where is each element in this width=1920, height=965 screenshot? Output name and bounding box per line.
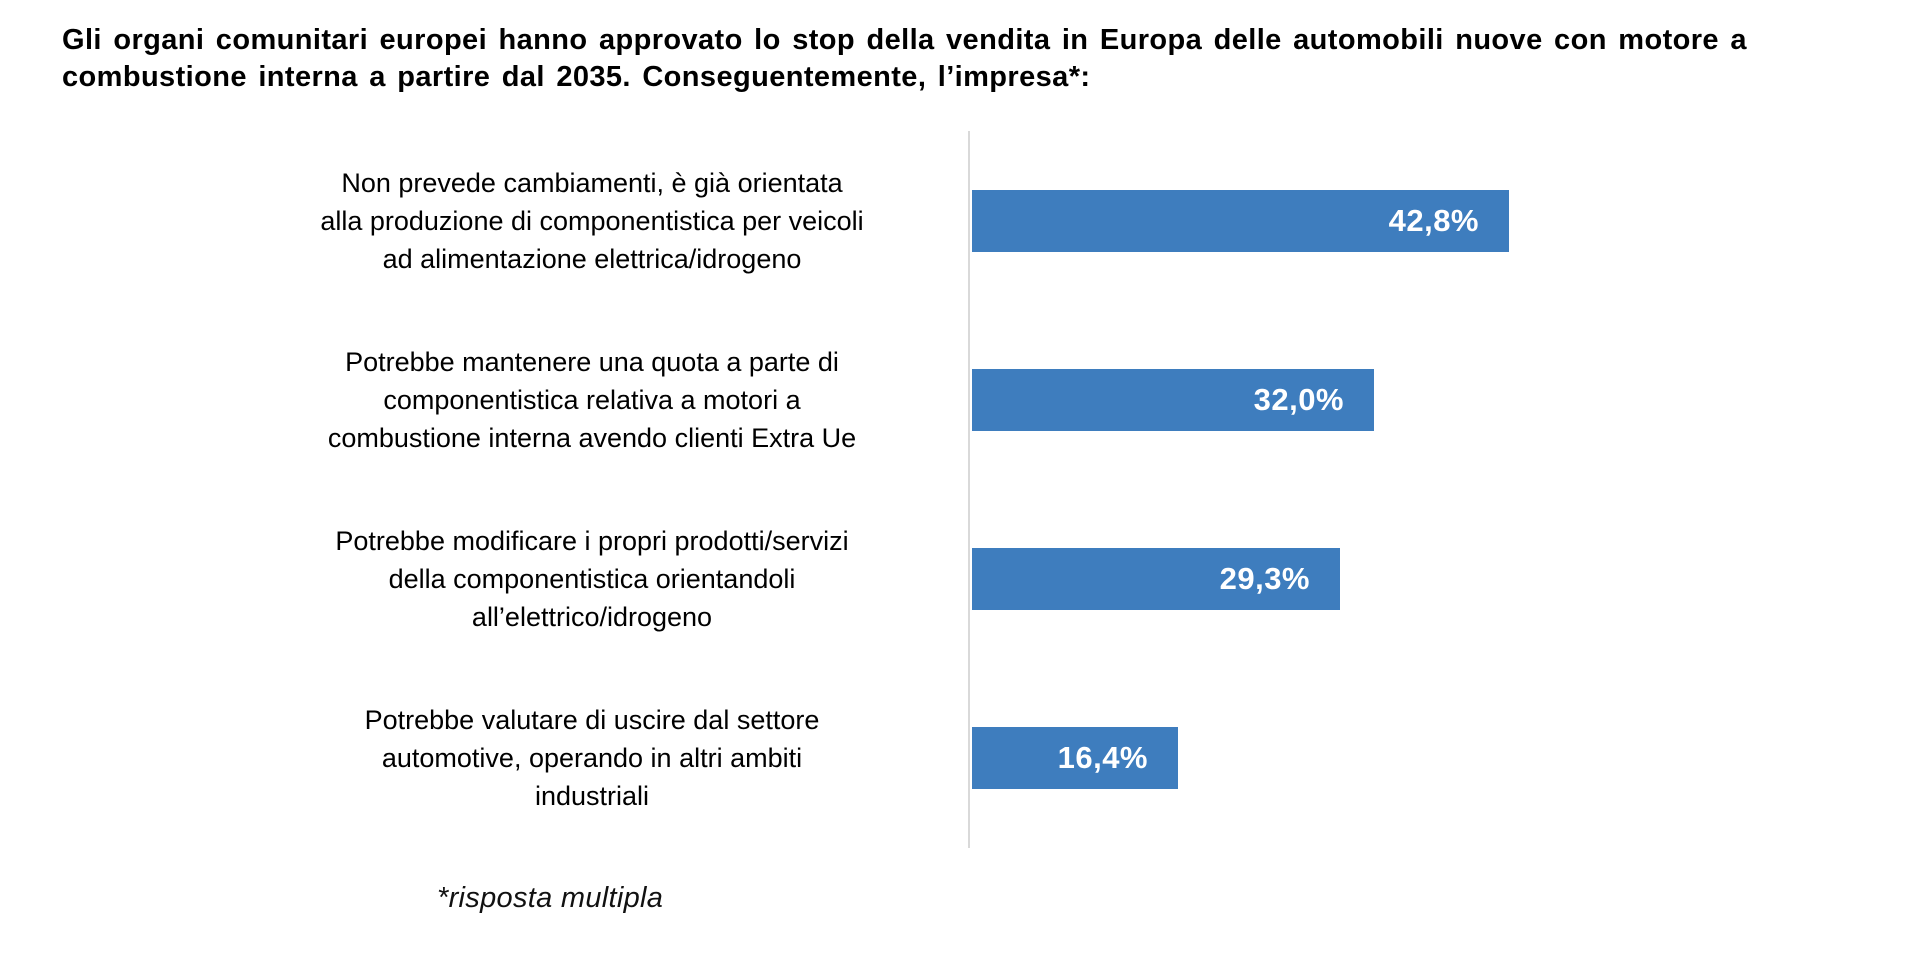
bar (972, 190, 1509, 252)
bar (972, 727, 1178, 789)
bar-value-label: 16,4% (1057, 740, 1148, 776)
category-label-line: industriali (534, 781, 650, 812)
bar-value-label: 32,0% (1253, 381, 1344, 417)
chart-title-line1: Gli organi comunitari europei hanno approvato lo stop della vendita in Europa delle automobili nuove con motore a (62, 24, 1747, 56)
category-label-line: all’elettrico/idrogeno (471, 602, 713, 633)
chart-title-line2: combustione interna a partire dal 2035. Conseguentemente, l’impresa*: (62, 61, 1091, 93)
category-label (230, 343, 954, 457)
category-label (230, 522, 954, 636)
category-label (230, 701, 954, 815)
category-label-line: Potrebbe mantenere una quota a parte di (345, 346, 839, 377)
y-axis-line (968, 131, 970, 848)
category-label-line: Potrebbe valutare di uscire dal settore (364, 705, 820, 736)
category-label (230, 164, 954, 278)
category-label-line: automotive, operando in altri ambiti (381, 743, 803, 774)
category-label-line: della componentistica orientandoli (388, 564, 796, 595)
category-label-line: Non prevede cambiamenti, è già orientata (341, 167, 843, 198)
bar (972, 548, 1340, 610)
category-label-line: combustione interna avendo clienti Extra Ue (327, 422, 857, 453)
bar-value-label: 29,3% (1219, 561, 1310, 597)
category-label-line: alla produzione di componentistica per veicoli (320, 205, 864, 236)
category-label-line: Potrebbe modificare i propri prodotti/servizi (335, 526, 849, 557)
footnote: *risposta multipla (437, 882, 664, 914)
bar-value-label: 42,8% (1388, 202, 1479, 238)
category-label-line: ad alimentazione elettrica/idrogeno (382, 243, 802, 274)
category-label-line: componentistica relativa a motori a (383, 384, 801, 415)
bar (972, 369, 1374, 431)
